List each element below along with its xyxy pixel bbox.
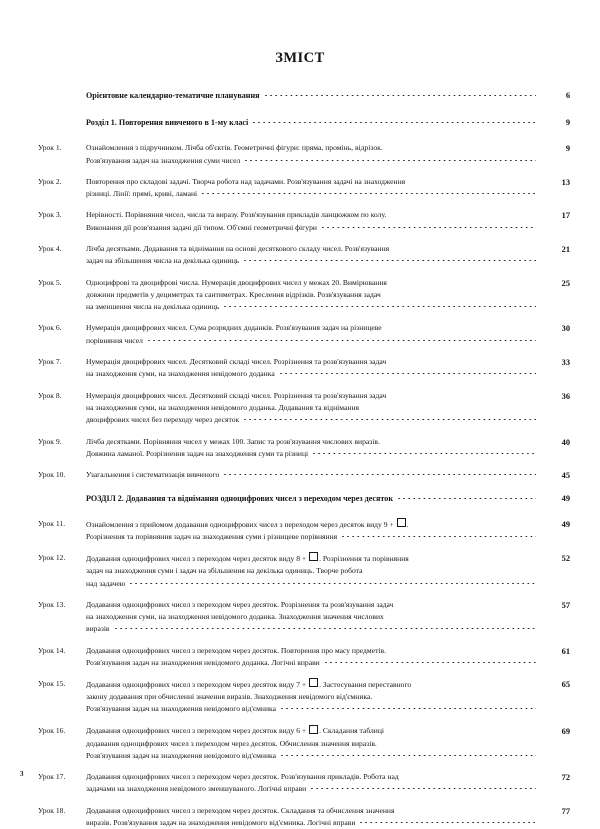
toc-entry-line [86, 469, 540, 481]
toc-page-number: 33 [561, 358, 570, 368]
toc-entry-line [86, 243, 540, 255]
toc-line-text: на знаходження суми, на знаходження невідомого доданка. Знаходження значення числових [86, 612, 384, 622]
toc-entry-text [86, 142, 540, 167]
toc-entry-text [86, 116, 540, 129]
dot-leader [244, 419, 536, 420]
toc-page-number: 6 [565, 91, 570, 100]
toc-entry-label: Урок 18. [38, 805, 66, 815]
toc-entry-line [86, 805, 540, 817]
toc-line-text: різниці. Лінії: прямі, криві, ламані [86, 189, 198, 199]
toc-entry-text [86, 725, 540, 762]
toc-entry-line [86, 335, 540, 347]
toc-entry-line [86, 188, 540, 200]
toc-line-text: Розв'язування задач на знаходження невідомого від'ємника [86, 750, 276, 760]
toc-entry-text [86, 599, 540, 636]
toc-line-text: Ознайомлення з підручником. Лічба об'єктів. Геометричні фігури: пряма, промінь, відрізок. [86, 143, 383, 153]
toc-line-text: Виконання дії розв'язання задачі дії типом. Об'ємні геометричні фігури [86, 222, 317, 232]
toc-page-number: 61 [561, 646, 570, 656]
toc-line-text: Одноцифрові та двоцифрові числа. Нумерація двоцифрових чисел у межах 20. Вимірювання [86, 277, 387, 287]
toc-line-text: Додавання одноцифрових чисел з переходом через десяток. Повторення про масу предметів. [86, 645, 387, 655]
toc-line-text: на знаходження суми, на знаходження невідомого доданка. Додавання та віднімання [86, 402, 360, 412]
toc-page-number: 65 [561, 680, 570, 690]
toc-page-number: 9 [565, 117, 570, 127]
toc-entry-line [86, 289, 540, 301]
toc-entry-line [86, 691, 540, 703]
toc-entry-line [86, 771, 540, 783]
toc-entry-text [86, 805, 540, 829]
toc-lesson-entry[interactable] [38, 277, 570, 314]
toc-section-heading[interactable] [38, 492, 570, 506]
toc-entry-text [86, 356, 540, 381]
dot-leader [130, 583, 536, 584]
toc-line-text: на знаходження суми, на знаходження невідомого доданка [86, 369, 275, 379]
toc-line-text: Розв'язування задач на знаходження невідомого доданка. Логічні вправи [86, 658, 320, 668]
toc-line-text: Ознайомлення з прийомом додавання одноцифрових чисел з переходом через десяток виду 9 + . [86, 519, 409, 529]
toc-lesson-entry[interactable] [38, 725, 570, 762]
toc-entry-text [86, 518, 540, 543]
table-of-contents [22, 89, 578, 829]
toc-line-text: Додавання одноцифрових чисел з переходом через десяток. Розв'язування прикладів. Робота над [86, 772, 399, 782]
toc-entry-line [86, 277, 540, 289]
toc-entry-text [86, 277, 540, 314]
toc-entry-label: Урок 10. [38, 470, 66, 480]
toc-entry-label: Урок 17. [38, 772, 66, 782]
toc-entry-label: Урок 11. [38, 519, 66, 529]
page-folio-number: 3 [20, 770, 24, 778]
toc-lesson-entry[interactable] [38, 209, 570, 234]
toc-entry-line [86, 783, 540, 795]
dot-leader [115, 628, 536, 629]
toc-line-text: задач на збільшення числа на декілька одиниць [86, 256, 240, 266]
toc-entry-label: Урок 6. [38, 323, 62, 333]
dot-leader [202, 193, 536, 194]
toc-entry-line [86, 436, 540, 448]
toc-lesson-entry[interactable] [38, 552, 570, 589]
toc-line-text: Додавання одноцифрових чисел з переходом через десяток. Складання та обчислення значення [86, 805, 395, 815]
toc-entry-line [86, 142, 540, 154]
toc-line-text: Довжина ламаної. Розрізнення задач на знаходження суми та різниці [86, 448, 309, 458]
toc-entry-label: Урок 9. [38, 436, 62, 446]
empty-box-glyph [309, 725, 318, 734]
toc-line-text: Додавання одноцифрових чисел з переходом через десяток виду 6 + . Складання таблиці [86, 726, 385, 736]
toc-lesson-entry[interactable] [38, 436, 570, 461]
toc-entry-text [86, 209, 540, 234]
toc-line-text: на зменшення числа на декілька одиниць [86, 302, 220, 312]
toc-entry-text [86, 436, 540, 461]
toc-entry-line [86, 623, 540, 635]
dot-leader [245, 160, 536, 161]
toc-line-text: додавання одноцифрових чисел з переходом через десяток. Обчислення значення виразів. [86, 738, 377, 748]
toc-entry-line [86, 255, 540, 267]
toc-entry-line [86, 414, 540, 426]
toc-page-number: 36 [561, 391, 570, 401]
toc-entry-line [86, 531, 540, 543]
dot-leader [342, 536, 536, 537]
toc-line-text: Нерівності. Порівняння чисел, числа та виразу. Розв'язування прикладів ланцюжком по колу. [86, 210, 387, 220]
toc-entry-line [86, 209, 540, 221]
toc-page-number: 21 [561, 245, 570, 254]
dot-leader [313, 453, 536, 454]
toc-line-text: задач на знаходження суми і задач на збільшення на декілька одиниць. Творче робота [86, 566, 363, 576]
toc-lesson-entry[interactable] [38, 322, 570, 347]
dot-leader [265, 95, 536, 96]
toc-entry-line [86, 176, 540, 188]
toc-entry-label: Урок 16. [38, 725, 66, 735]
toc-entry-text [86, 552, 540, 589]
toc-lesson-entry[interactable] [38, 645, 570, 670]
toc-entry-line [86, 611, 540, 623]
toc-entry-line [86, 448, 540, 460]
toc-line-text: Повторення про складові задачі. Творча робота над задачами. Розв'язування задачі на знаходження [86, 176, 406, 186]
toc-entry-line [86, 518, 540, 531]
toc-line-text: Додавання одноцифрових чисел з переходом через десяток виду 7 + . Застосування переставного [86, 679, 412, 689]
toc-lesson-entry[interactable] [38, 469, 570, 483]
toc-heading-text: Орієнтовне календарно-тематичне планування [86, 91, 260, 100]
toc-entry-line [86, 678, 540, 691]
toc-entry-line [86, 645, 540, 657]
toc-lesson-entry[interactable] [38, 390, 570, 427]
toc-entry-line [86, 222, 540, 234]
toc-page-number: 49 [561, 493, 570, 503]
toc-page-number: 9 [565, 144, 570, 154]
toc-entry-label: Урок 8. [38, 390, 62, 400]
dot-leader [224, 306, 536, 307]
toc-line-text: виразів [86, 624, 110, 634]
toc-entry-text [86, 469, 540, 481]
toc-entry-text [86, 89, 540, 102]
toc-entry-line [86, 368, 540, 380]
toc-line-text: Лічба десятками. Порівняння чисел у межах 100. Запис та розв'язування числових виразів. [86, 436, 380, 446]
toc-entry-line [86, 817, 540, 829]
toc-entry-label: Урок 12. [38, 553, 66, 563]
toc-page-number: 45 [561, 471, 570, 481]
toc-line-text: двоцифрових чисел без переходу через десяток [86, 415, 240, 425]
toc-lesson-entry[interactable] [38, 176, 570, 201]
toc-entry-text [86, 243, 540, 268]
toc-entry-label: Урок 7. [38, 357, 62, 367]
toc-lesson-entry[interactable] [38, 243, 570, 268]
toc-page-number: 57 [561, 600, 570, 610]
toc-line-text: Додавання одноцифрових чисел з переходом через десяток виду 8 + . Розрізнення та порівняння [86, 553, 409, 563]
page-title: ЗМІСТ [275, 50, 325, 66]
toc-line-text: виразів. Розв'язування задач на знаходження невідомого від'ємника. Логічні вправи [86, 818, 356, 828]
toc-entry-line [86, 738, 540, 750]
toc-entry-line [86, 565, 540, 577]
dot-leader [398, 498, 536, 499]
toc-entry-label: Урок 1. [38, 143, 62, 153]
dot-leader [311, 788, 536, 789]
toc-page-number: 25 [561, 278, 570, 288]
toc-entry-label: Урок 15. [38, 679, 66, 689]
toc-line-text: порівняння чисел [86, 335, 143, 345]
toc-entry-line [86, 725, 540, 738]
toc-entry-label: Урок 13. [38, 599, 66, 609]
dot-leader [281, 708, 536, 709]
toc-page-number: 40 [561, 437, 570, 447]
toc-heading-text: Розділ 1. Повторення вивченого в 1-му класі [86, 117, 249, 127]
toc-entry-label: Урок 5. [38, 277, 62, 287]
toc-line-text: довжини предметів у дециметрах та сантиметрах. Креслення відрізків. Розв'язування задач [86, 289, 381, 299]
toc-line-text: закону додавання при обчисленні значення виразів. Знаходження невідомого від'ємника. [86, 692, 373, 702]
dot-leader [280, 373, 536, 374]
dot-leader [244, 260, 536, 261]
toc-entry-line [86, 657, 540, 669]
dot-leader [322, 227, 536, 228]
toc-entry-text [86, 390, 540, 427]
toc-entry-text [86, 645, 540, 670]
toc-entry-line [86, 155, 540, 167]
toc-entry-text [86, 176, 540, 201]
toc-heading-text: РОЗДІЛ 2. Додавання та віднімання одноцифрових чисел з переходом через десяток [86, 493, 393, 503]
toc-entry-label: Урок 3. [38, 210, 62, 220]
toc-entry-line [86, 390, 540, 402]
toc-line-text: Нумерація двоцифрових чисел. Десятковий складі чисел. Розрізнення та розв'язування задач [86, 357, 387, 367]
toc-page-number: 72 [561, 773, 570, 783]
toc-entry-line [86, 750, 540, 762]
dot-leader [148, 340, 536, 341]
empty-box-glyph [309, 678, 318, 687]
toc-entry-text [86, 492, 540, 505]
toc-line-text: Нумерація двоцифрових чисел. Десятковий складі чисел. Розрізнення та розв'язування задач [86, 390, 387, 400]
toc-line-text: Розрізнення та порівняння задач на знаходження суми і різницеве порівняння [86, 532, 338, 542]
toc-page-number: 77 [561, 806, 570, 816]
toc-page-number: 49 [561, 520, 570, 530]
empty-box-glyph [397, 518, 406, 527]
toc-entry-line [86, 322, 540, 334]
toc-entry-text [86, 678, 540, 715]
toc-entry-line [86, 599, 540, 611]
toc-section-heading[interactable] [38, 89, 570, 103]
toc-lesson-entry[interactable] [38, 142, 570, 167]
toc-entry-text [86, 771, 540, 796]
toc-entry-label: Урок 4. [38, 244, 62, 253]
toc-entry-label: Урок 2. [38, 176, 62, 186]
toc-page-number: 17 [561, 211, 570, 221]
dot-leader [325, 662, 536, 663]
empty-box-glyph [309, 552, 318, 561]
toc-entry-text [86, 322, 540, 347]
toc-entry-line [86, 402, 540, 414]
toc-entry-line [86, 703, 540, 715]
toc-page-number: 69 [561, 726, 570, 736]
toc-entry-label: Урок 14. [38, 645, 66, 655]
toc-lesson-entry[interactable] [38, 518, 570, 543]
toc-page-number: 13 [561, 177, 570, 187]
toc-page-number: 52 [561, 554, 570, 564]
toc-section-heading[interactable] [38, 116, 570, 130]
toc-lesson-entry[interactable] [38, 771, 570, 796]
toc-line-text: Нумерація двоцифрових чисел. Сума розрядних доданків. Розв'язування задач на різницеве [86, 323, 382, 333]
toc-line-text: Лічба десятками. Додавання та віднімання на основі десяткового складу чисел. Розв'язування [86, 244, 390, 253]
dot-leader [360, 822, 536, 823]
toc-line-text: Розв'язування задач на знаходження невідомого від'ємника [86, 704, 276, 714]
toc-lesson-entry[interactable] [38, 356, 570, 381]
toc-line-text: Додавання одноцифрових чисел з переходом через десяток. Розрізнення та розв'язування задач [86, 599, 394, 609]
toc-entry-line [86, 301, 540, 313]
toc-lesson-entry[interactable] [38, 805, 570, 829]
toc-entry-line [86, 578, 540, 590]
toc-entry-line [86, 356, 540, 368]
dot-leader [281, 755, 536, 756]
toc-entry-line [86, 552, 540, 565]
dot-leader [224, 474, 536, 475]
toc-line-text: над задачею [86, 578, 126, 588]
toc-line-text: задачами на знаходження невідомого зменшуваного. Логічні вправи [86, 784, 307, 794]
toc-line-text: Узагальнення і систематизація вивченого [86, 470, 220, 480]
toc-page-number: 30 [561, 324, 570, 334]
toc-lesson-entry[interactable] [38, 599, 570, 636]
toc-lesson-entry[interactable] [38, 678, 570, 715]
toc-line-text: Розв'язування задач на знаходження суми чисел [86, 155, 241, 165]
dot-leader [253, 122, 536, 123]
